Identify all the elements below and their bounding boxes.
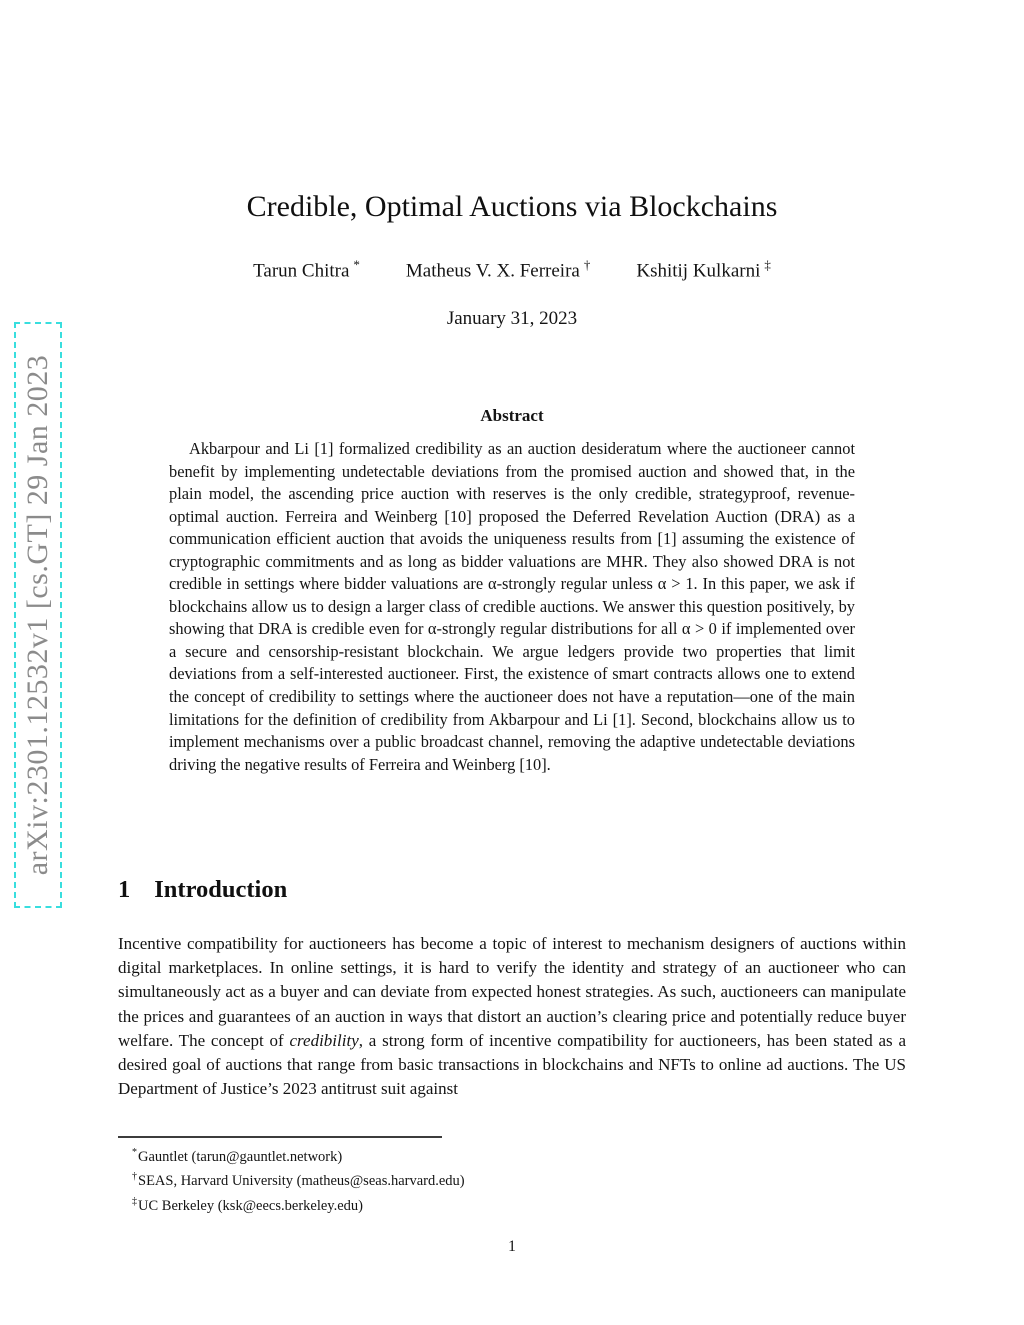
footnote-2-text: SEAS, Harvard University (matheus@seas.harvard.edu) (138, 1173, 465, 1190)
author-2-name: Matheus V. X. Ferreira (405, 260, 580, 282)
footnote-1 (118, 1143, 906, 1167)
abstract-text: Akbarpour and Li [1] formalized credibility as an auction desideratum where the auctioneer cannot benefit by implementing undetectable deviations from the promised auction and showed that, in the plain model, the ascending price auction with reserves is the only credible, strategyproof, revenue-optimal auction. Ferreira and Weinberg [10] proposed the Deferred Revelation Auction (DRA) as a communication efficient auction that avoids the uniqueness results from [1] assuming the existence of cryptographic commitments and as long as bidder valuations are MHR. They also showed DRA is not credible in settings where bidder valuations are α-strongly regular unless α > 1. In this paper, we ask if blockchains allow us to design a larger class of credible auctions. We answer this question positively, by showing that DRA is credible even for α-strongly regular distributions for all α > 0 if implemented over a secure and censorship-resistant blockchain. We argue ledgers provide two properties that limit deviations from a self-interested auctioneer. First, the existence of smart contracts allows one to extend the concept of credibility to settings where the auctioneer does not have a reputation—one of the main limitations for the definition of credibility from Akbarpour and Li [1]. Second, blockchains allow us to implement mechanisms over a public broadcast channel, removing the adaptive undetectable deviations driving the negative results of Ferreira and Weinberg [10]. (169, 439, 855, 774)
footnote-2-mark: † (132, 1171, 137, 1183)
section-heading (118, 876, 287, 904)
arxiv-id-text: arXiv:2301.12532v1 [cs.GT] 29 Jan 2023 (21, 354, 54, 876)
footnote-2 (118, 1167, 906, 1191)
author-3-mark: ‡ (764, 257, 771, 272)
author-3-name: Kshitij Kulkarni (636, 260, 761, 282)
author-3 (636, 257, 771, 282)
intro-text-pre: Incentive compatibility for auctioneers has become a topic of interest to mechanism designers of auctions within digital marketplaces. In online settings, it is hard to verify the identity and strategy of an auctioneer who can simultaneously act as a buyer and can deviate from expected honest strategies. As such, auctioneers can manipulate the prices and guarantees of an auction in ways that distort an auction’s clearing price and potentially reduce buyer welfare. The concept of (118, 934, 906, 1050)
author-1-mark: * (353, 257, 360, 272)
section-number: 1 (118, 876, 131, 903)
footnote-1-text: Gauntlet (tarun@gauntlet.network) (138, 1148, 343, 1165)
paper-title: Credible, Optimal Auctions via Blockchains (246, 190, 778, 223)
paper-content-column (118, 0, 906, 1325)
abstract-heading: Abstract (480, 406, 544, 425)
arxiv-watermark-box (14, 322, 62, 908)
footnote-3 (118, 1192, 906, 1216)
author-list (118, 257, 906, 282)
intro-italic-term: credibility (289, 1030, 359, 1050)
footnote-3-mark: ‡ (132, 1195, 137, 1207)
paper-date: January 31, 2023 (446, 308, 578, 329)
author-1 (253, 257, 360, 282)
footnote-3-text: UC Berkeley (ksk@eecs.berkeley.edu) (138, 1197, 363, 1214)
footnote-rule (118, 1136, 442, 1138)
page-number: 1 (508, 1238, 516, 1255)
footnote-1-mark: * (132, 1147, 137, 1158)
author-2-mark: † (583, 257, 591, 272)
intro-text-post: , a strong form of incentive compatibility for auctioneers, has been stated as a desired goal of auctions that range from basic transactions in blockchains and NFTs to online ad auctions. The US Department of Justice’s 2023 antitrust suit against (118, 1030, 906, 1099)
footnotes-block (118, 1143, 906, 1216)
section-title: Introduction (154, 876, 288, 903)
author-2 (406, 257, 590, 282)
author-1-name: Tarun Chitra (253, 260, 350, 282)
intro-paragraph (118, 932, 906, 1101)
